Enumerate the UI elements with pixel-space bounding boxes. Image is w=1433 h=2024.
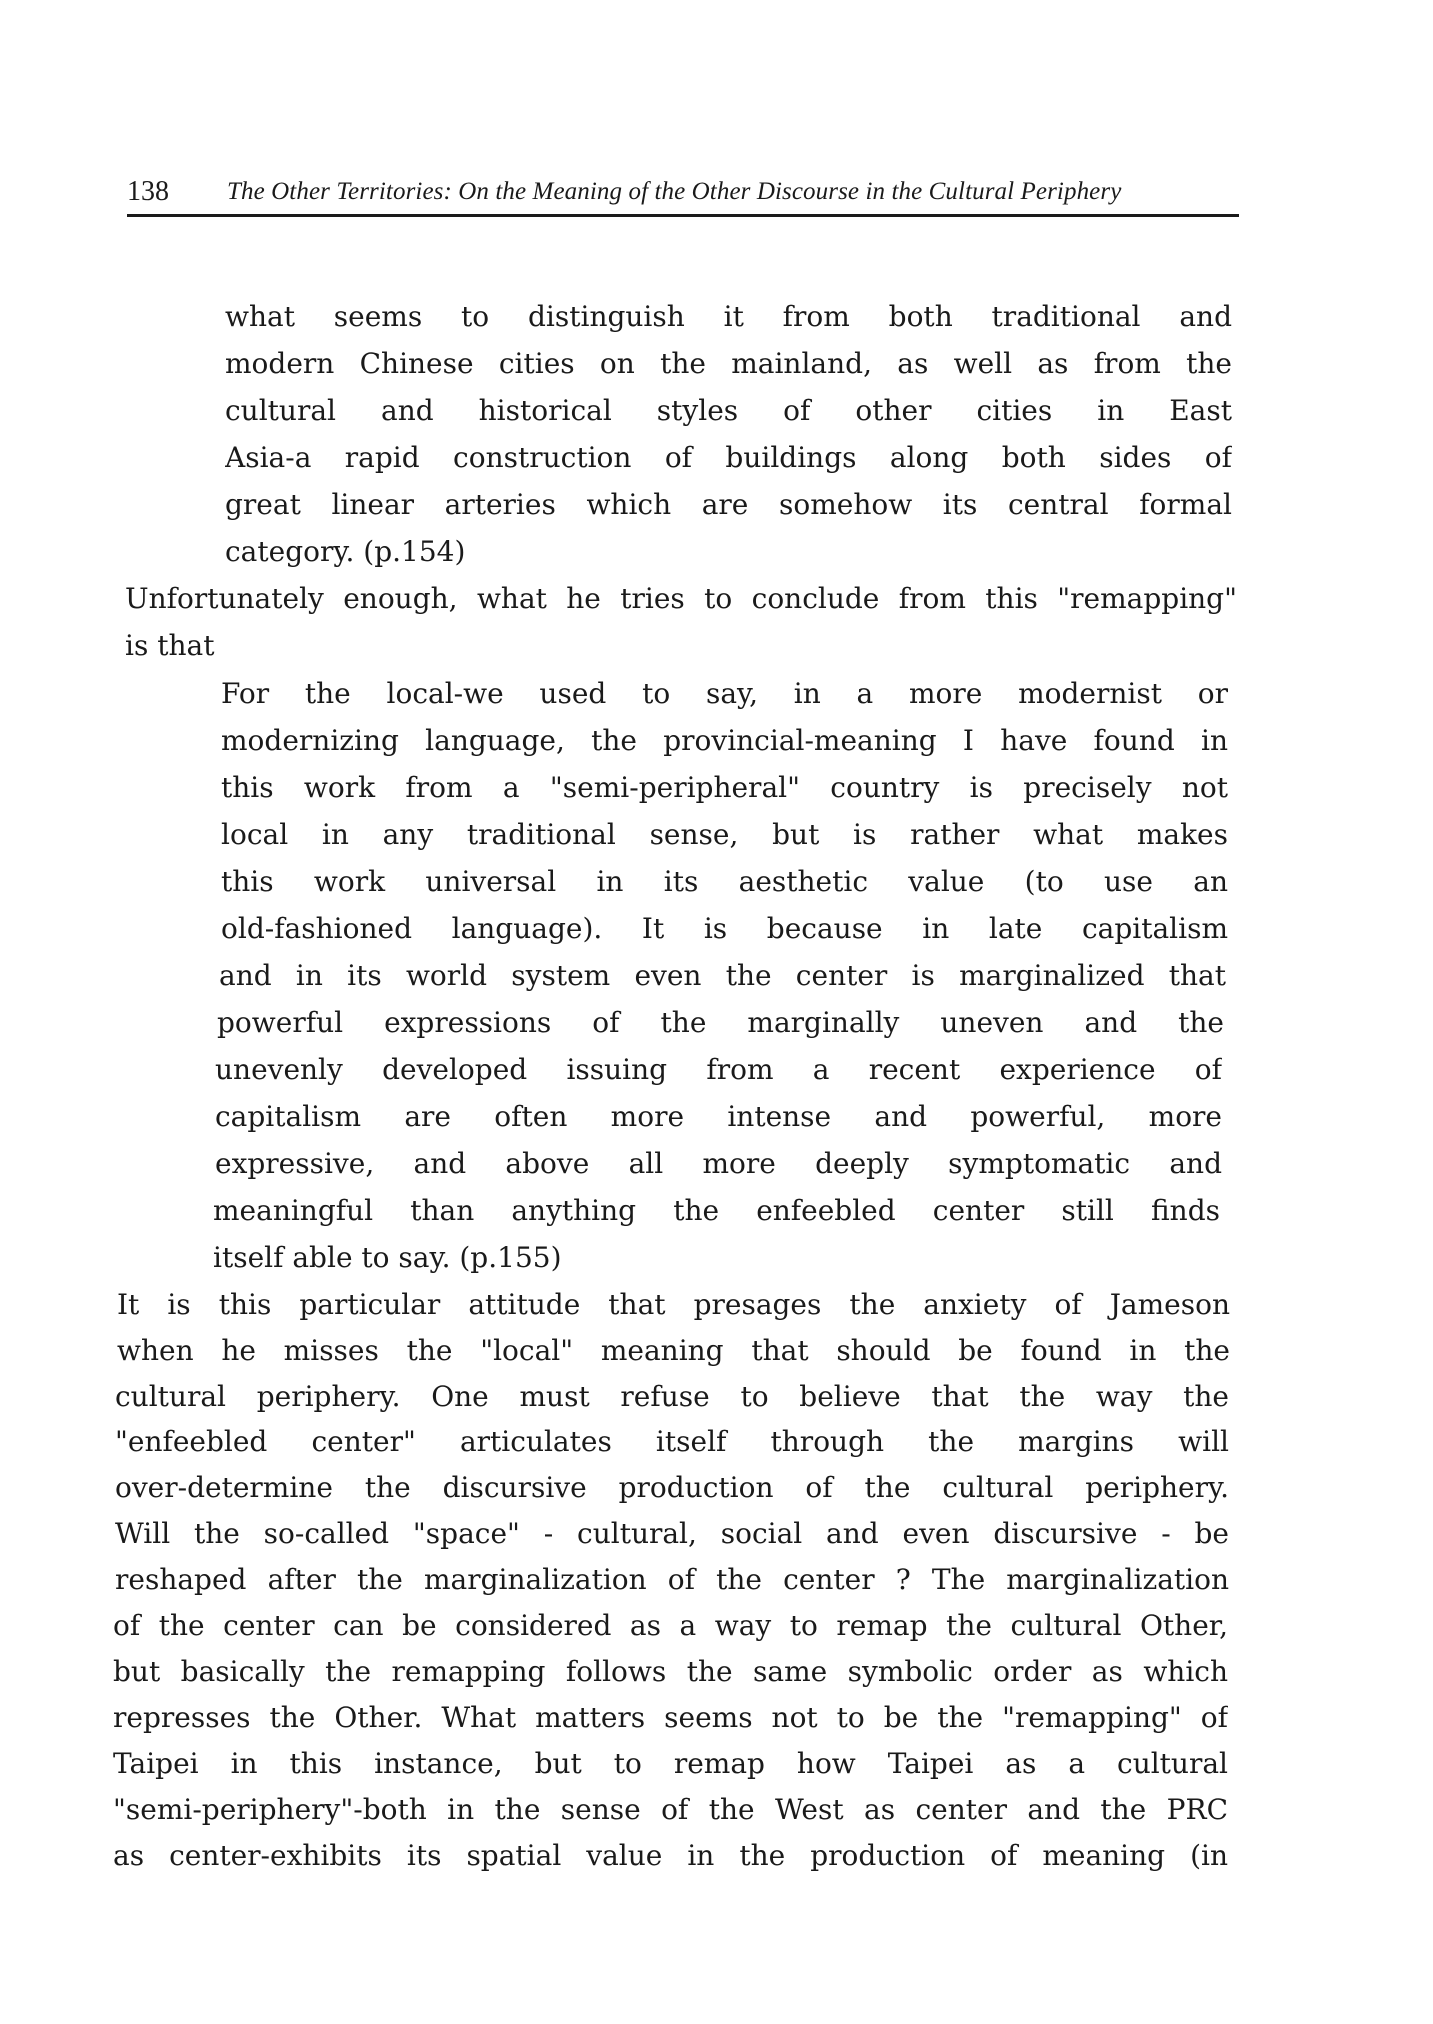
- paragraph-line: when he misses the "local" meaning that should be found in the: [117, 1334, 1230, 1367]
- paragraph-line: It is this particular attitude that presages the anxiety of Jameson: [117, 1288, 1230, 1321]
- paragraph-line: reshaped after the marginalization of the center ? The marginalization: [115, 1563, 1229, 1596]
- paragraph-line: but basically the remapping follows the same symbolic order as which: [113, 1655, 1228, 1688]
- quote-line: great linear arteries which are somehow its central formal: [225, 488, 1232, 521]
- quote-line: what seems to distinguish it from both traditional and: [225, 300, 1232, 333]
- quote-line: and in its world system even the center is marginalized that: [219, 959, 1226, 992]
- paragraph-line: Taipei in this instance, but to remap how Taipei as a cultural: [113, 1747, 1228, 1780]
- paragraph-line: over-determine the discursive production of the cultural periphery.: [115, 1471, 1229, 1504]
- running-title: The Other Territories: On the Meaning of the Other Discourse in the Cultural Periphery: [227, 178, 1122, 205]
- quote-line: category. (p.154): [225, 535, 466, 568]
- quote-line: this work from a "semi-peripheral" country is precisely not: [221, 771, 1228, 804]
- quote-line: Asia-a rapid construction of buildings along both sides of: [225, 441, 1232, 474]
- paragraph-line: "semi-periphery"-both in the sense of the West as center and the PRC: [113, 1793, 1228, 1826]
- quote-line: local in any traditional sense, but is rather what makes: [221, 818, 1228, 851]
- paragraph-line: of the center can be considered as a way to remap the cultural Other,: [113, 1609, 1228, 1642]
- quote-line: itself able to say. (p.155): [213, 1241, 562, 1274]
- quote-line: powerful expressions of the marginally uneven and the: [217, 1006, 1224, 1039]
- paragraph-line: Unfortunately enough, what he tries to conclude from this "remapping": [125, 582, 1237, 615]
- quote-line: expressive, and above all more deeply symptomatic and: [215, 1147, 1222, 1180]
- quote-line: meaningful than anything the enfeebled center still finds: [213, 1194, 1220, 1227]
- quote-line: modern Chinese cities on the mainland, as well as from the: [225, 347, 1232, 380]
- paragraph-line: is that: [125, 629, 215, 662]
- quote-line: cultural and historical styles of other cities in East: [225, 394, 1232, 427]
- paragraph-line: as center-exhibits its spatial value in the production of meaning (in: [113, 1839, 1228, 1872]
- paragraph-line: Will the so-called "space" - cultural, social and even discursive - be: [115, 1517, 1229, 1550]
- page-number: 138: [127, 176, 169, 207]
- paragraph-line-text: "enfeebled center" articulates itself through the margins will: [115, 1425, 1229, 1458]
- quote-line: modernizing language, the provincial-meaning I have found in: [221, 724, 1228, 757]
- quote-line: capitalism are often more intense and powerful, more: [215, 1100, 1222, 1133]
- quote-line: old-fashioned language). It is because in late capitalism: [221, 912, 1228, 945]
- quote-line: this work universal in its aesthetic value (to use an: [221, 865, 1228, 898]
- paragraph-line-with-underline: [115, 1422, 1229, 1462]
- quote-line: For the local-we used to say, in a more modernist or: [221, 677, 1228, 710]
- paragraph-line: cultural periphery. One must refuse to believe that the way the: [115, 1380, 1229, 1413]
- quote-line: unevenly developed issuing from a recent experience of: [215, 1053, 1222, 1086]
- paragraph-line: represses the Other. What matters seems not to be the "remapping" of: [113, 1701, 1228, 1734]
